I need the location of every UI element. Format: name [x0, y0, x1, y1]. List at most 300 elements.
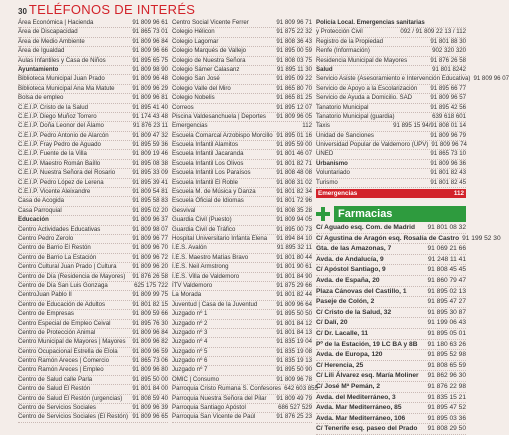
- pharmacy-address: C/ Lili Álvarez esq. María Moliner: [316, 372, 419, 380]
- entry-name: Centro Social Vicente Ferrer: [172, 19, 249, 26]
- entry-phone: 91 895 01 16: [276, 131, 312, 139]
- entry-phone: 91 809 99 75: [132, 291, 168, 299]
- entry-phone: 91 895 76 30: [132, 319, 168, 327]
- list-item: [18, 329, 168, 338]
- pharmacy-item: [316, 244, 466, 255]
- entry-name: Correos: [172, 103, 194, 111]
- entry-name: I.E.S. Neil Armstrong: [172, 263, 229, 271]
- entry-phone: 91 809 96 84: [132, 37, 168, 45]
- entry-name: Colegio Nobelis: [172, 94, 215, 102]
- entry-name: Taxis: [316, 122, 330, 130]
- pharmacy-phone: 91 895 03 36: [427, 414, 466, 422]
- list-item: [172, 235, 312, 244]
- entry-phone: 91 895 50 90: [276, 366, 312, 374]
- pharmacy-phone: 91 895 47 27: [427, 298, 466, 306]
- list-item: [316, 57, 466, 66]
- page-header: [18, 2, 195, 18]
- entry-name: C.E.I.P. Pedro López de Lerena: [18, 178, 104, 186]
- entry-name: Juzgado nº 2: [172, 319, 208, 327]
- list-item: [172, 357, 312, 366]
- entry-phone: 91 809 96 84: [132, 328, 168, 336]
- entry-name: Escuela Infantil Alamitos: [172, 141, 239, 149]
- entry-name: Juzgado nº 6: [172, 357, 208, 365]
- entry-name: C.E.I.P. Fuente de la Villa: [18, 150, 87, 158]
- list-item: [172, 291, 312, 300]
- list-item: [18, 395, 168, 404]
- entry-phone: 91 835 19 04: [276, 338, 312, 346]
- emergency-banner: [316, 189, 466, 198]
- pharmacy-address: C/ Dr. Lacalle, 11: [316, 329, 369, 337]
- entry-phone: 91 835 19 08: [276, 347, 312, 355]
- entry-name: Colegio Marqués de Vallejo: [172, 47, 247, 55]
- list-item: [18, 263, 168, 272]
- entry-phone: 91 174 43 48: [132, 112, 168, 120]
- entry-name: Centro Municipal de Mayores | Mayores: [18, 338, 126, 346]
- entry-name: I.E.S. Villa de Valdemoro: [172, 272, 240, 280]
- entry-name: Centro Ramón Areces | Empleo: [18, 366, 104, 374]
- pharmacy-item: [316, 287, 466, 298]
- list-item: [18, 376, 168, 385]
- directory-list-3: [316, 19, 509, 188]
- entry-name: Juventud | Casa de la Juventud: [172, 300, 258, 308]
- entry-phone: 91 801 80 44: [276, 253, 312, 261]
- entry-phone: 902 320 320: [432, 47, 466, 55]
- entry-name: Salud: [316, 65, 333, 73]
- pharmacy-phone: 91 808 45 45: [427, 266, 466, 274]
- entry-phone: 092 / 91 809 22 13 / 112: [400, 28, 466, 36]
- list-item: [18, 188, 168, 197]
- pharmacy-address: C/ Apóstol Santiago, 9: [316, 266, 386, 274]
- list-item: [18, 150, 168, 159]
- list-item: [172, 348, 312, 357]
- entry-name: Escuela M. de Música y Danza: [172, 188, 256, 196]
- entry-name: Guardia Civil (Puesto): [172, 216, 232, 224]
- list-item: [316, 122, 466, 131]
- list-item: [172, 197, 312, 206]
- entry-name: Centro Cultural Juan Prado | Cultura: [18, 263, 117, 271]
- list-item: [18, 113, 168, 122]
- entry-phone: 91 801 82 43: [430, 169, 466, 177]
- entry-name: Educación: [18, 216, 49, 224]
- entry-name: Parroquia Nuestra Señora del Pilar: [172, 394, 267, 402]
- entry-name: Unidad de Sanciones: [316, 131, 374, 139]
- entry-phone: 91 895 09 22: [276, 75, 312, 83]
- entry-phone: 91 895 00 59: [276, 47, 312, 55]
- list-item: [18, 310, 168, 319]
- entry-name: Colegio Lagomar: [172, 37, 219, 45]
- emergency-phone: 112: [453, 190, 464, 198]
- list-item: [172, 244, 312, 253]
- list-item: [18, 57, 168, 66]
- pharmacy-address: Avda. de Europa, 120: [316, 351, 383, 359]
- entry-phone: 91 808 59 40: [132, 394, 168, 402]
- list-item: [18, 179, 168, 188]
- list-item: [18, 85, 168, 94]
- entry-name: Parroquia Cristo Rumana S. Confesores: [172, 385, 282, 393]
- entry-phone: 91 809 59 66: [132, 310, 168, 318]
- entry-phone: 91 895 58 83: [132, 197, 168, 205]
- entry-phone: 625 175 722: [134, 281, 168, 289]
- entry-name: Hospital Universitario Infanta Elena: [172, 234, 268, 242]
- entry-name: Centro de Día (Residencia de Mayores): [18, 272, 126, 280]
- entry-phone: 91 809 94 05: [276, 216, 312, 224]
- list-item: [172, 47, 312, 56]
- entry-phone: 91 865 73 06: [132, 357, 168, 365]
- list-item: [316, 38, 466, 47]
- pharmacy-phone: 91 862 96 30: [427, 372, 466, 380]
- pharmacy-phone: 91 860 79 47: [427, 277, 466, 284]
- entry-name: Centro Actividades Educativas: [18, 225, 101, 233]
- pharmacy-phone: 91 835 15 21: [427, 393, 466, 401]
- entry-phone: 91 801 82 15: [132, 300, 168, 308]
- pharmacy-phone: 91 808 65 59: [427, 361, 466, 369]
- pharmacy-address: C/ Cristo de la Salud, 32: [316, 308, 392, 316]
- pharmacy-phone: 91 895 05 01: [427, 329, 466, 337]
- list-item: [316, 132, 466, 141]
- entry-phone: 91 876 26 58: [132, 272, 168, 280]
- list-item: [18, 169, 168, 178]
- pharmacy-address: Avda. Mar Mediterráneo, 85: [316, 404, 402, 412]
- entry-phone: 91 876 23 11: [132, 122, 168, 130]
- pharmacy-phone: 91 801 08 32: [427, 224, 466, 232]
- list-item: [172, 254, 312, 263]
- entry-phone: 91 876 25 23: [276, 413, 312, 421]
- pharmacy-item: [316, 403, 466, 414]
- entry-name: Gesvival: [172, 206, 196, 214]
- directory-column-3: [316, 19, 509, 435]
- list-item: [172, 169, 312, 178]
- entry-phone: 91 895 15 94/91 808 01 14: [393, 122, 466, 130]
- pharmacy-phone: 91 895 02 13: [427, 287, 466, 295]
- entry-phone: 91 809 96 37: [132, 216, 168, 224]
- list-item: [316, 75, 509, 84]
- entry-phone: 91 895 08 38: [132, 159, 168, 167]
- pharmacy-phone: 91 876 22 98: [427, 382, 466, 390]
- list-item: [18, 160, 168, 169]
- entry-name: C.E.I.P. Cristo de la Salud: [18, 103, 88, 111]
- list-item: [18, 404, 168, 413]
- entry-name: Centro Ramón Areces | Comercio: [18, 357, 109, 365]
- list-item: [18, 385, 168, 394]
- entry-name: Centro de Educación de Adultos: [18, 300, 106, 308]
- entry-phone: 639 618 601: [432, 112, 466, 120]
- list-item: [18, 282, 168, 291]
- entry-name: OMIC | Consumo: [172, 375, 219, 383]
- entry-name: Centro de Protección Animal: [18, 328, 96, 336]
- list-item: [18, 38, 168, 47]
- entry-name: Centro Especial de Empleo Ceival: [18, 319, 111, 327]
- list-item: [18, 75, 168, 84]
- list-item: [18, 197, 168, 206]
- list-item: [172, 376, 312, 385]
- entry-name: Piscina Valdesanchuela | Deportes: [172, 112, 266, 120]
- entry-name: La Morada: [172, 291, 202, 299]
- entry-name: Bolsa de empleo: [18, 94, 64, 102]
- entry-phone: 91 895 11 30: [276, 65, 312, 73]
- entry-phone: 91 809 47 32: [132, 131, 168, 139]
- entry-name: Juzgado nº 7: [172, 366, 208, 374]
- emergency-label: Emergencias: [318, 190, 358, 198]
- entry-name: Turismo: [316, 178, 338, 186]
- list-item: [172, 395, 312, 404]
- list-item: [316, 28, 466, 37]
- entry-name: ITV Valdemoro: [172, 281, 213, 289]
- entry-phone: 91 895 66 77: [430, 84, 466, 92]
- entry-name: Parroquia San Vicente de Paúl: [172, 413, 256, 421]
- entry-phone: 91 809 96 79: [430, 131, 466, 139]
- entry-name: Centro de Salud El Restón: [18, 385, 91, 393]
- list-item: [172, 122, 312, 131]
- page-number: 30: [18, 7, 27, 16]
- entry-phone: 112: [302, 122, 312, 130]
- list-item: [18, 338, 168, 347]
- entry-name: Escuela Oficial de Idiomas: [172, 197, 244, 205]
- entry-name: Urbanismo: [316, 159, 348, 167]
- entry-name: Tanatorio Municipal (guardia): [316, 112, 395, 120]
- entry-name: Voluntariado: [316, 169, 350, 177]
- pharmacy-item: [316, 424, 466, 435]
- list-item: [18, 235, 168, 244]
- entry-name: Área de Discapacidad: [18, 28, 78, 36]
- entry-phone: 91 895 02 20: [132, 206, 168, 214]
- entry-name: C.E.I.P. Vicente Aleixandre: [18, 188, 91, 196]
- list-item: [316, 113, 466, 122]
- entry-phone: 91 808 36 43: [276, 37, 312, 45]
- entry-name: Juzgado nº 3: [172, 328, 208, 336]
- list-item: [18, 348, 168, 357]
- list-item: [316, 179, 466, 188]
- list-item: [18, 47, 168, 56]
- list-item: [172, 141, 312, 150]
- entry-phone: 91 809 96 05: [276, 112, 312, 120]
- list-item: [172, 66, 312, 75]
- entry-name: Escuela Comarcal Arzobispo Morcillo: [172, 131, 273, 139]
- entry-name: Juzgado nº 4: [172, 338, 208, 346]
- pharmacy-item: [316, 234, 501, 245]
- entry-name: Tanatorio Municipal: [316, 103, 369, 111]
- list-item: [172, 273, 312, 282]
- entry-phone: 91 809 96 70: [132, 244, 168, 252]
- list-item: [172, 385, 318, 394]
- list-item: [18, 132, 168, 141]
- list-item: [18, 291, 168, 300]
- entry-phone: 91 801 82 45: [430, 178, 466, 186]
- entry-phone: 91 809 96 59: [132, 347, 168, 355]
- list-item: [18, 413, 168, 422]
- list-item: [172, 57, 312, 66]
- list-item: [172, 19, 312, 28]
- entry-name: Casa Parroquial: [18, 206, 62, 214]
- entry-name: Servicio de Apoyo a la Escolarización: [316, 84, 418, 92]
- directory-column-2: [172, 19, 318, 423]
- entry-name: Centro de Empresas: [18, 310, 74, 318]
- pharmacy-address: Avda. del Mediterráneo, 3: [316, 393, 396, 401]
- page-title: TELÉFONOS DE INTERÉS: [28, 2, 196, 17]
- entry-name: Escuela Infantil Los Paraísos: [172, 169, 251, 177]
- pharmacy-cross-icon: [316, 207, 330, 221]
- entry-phone: 91 895 32 11: [276, 244, 312, 252]
- entry-phone: 91 835 19 13: [276, 357, 312, 365]
- pharmacy-phone: 91 895 30 87: [427, 308, 466, 316]
- entry-name: Servicio Asiste (Asesoramiento e Intervención Educativa): [316, 75, 471, 83]
- entry-name: Registro de la Propiedad: [316, 37, 384, 45]
- entry-phone: 91 809 96 81: [132, 94, 168, 102]
- entry-phone: 686 527 529: [278, 404, 312, 412]
- pharmacy-address: C/ José Mª Pemán, 2: [316, 382, 381, 390]
- list-item: [172, 366, 312, 375]
- list-item: [172, 282, 312, 291]
- entry-name: Escuela Infantil Jacaranda: [172, 150, 244, 158]
- entry-phone: 91 809 96 39: [132, 404, 168, 412]
- entry-phone: 91 801 82 34: [276, 188, 312, 196]
- entry-name: Guardia Civil de Tráfico: [172, 225, 236, 233]
- entry-phone: 91 809 96 65: [132, 413, 168, 421]
- list-item: [316, 66, 466, 75]
- entry-phone: 91 809 96 29: [132, 84, 168, 92]
- pharmacy-item: [316, 318, 466, 329]
- entry-phone: 91 876 26 58: [430, 56, 466, 64]
- pharmacy-address: C/ Dalí, 20: [316, 319, 348, 327]
- entry-name: Centro de Barrio El Restón: [18, 244, 91, 252]
- entry-phone: 91 809 54 81: [132, 188, 168, 196]
- entry-phone: 91 865 73 10: [430, 150, 466, 158]
- entry-name: Emergencias: [172, 122, 208, 130]
- entry-phone: 91 801 46 07: [276, 150, 312, 158]
- entry-phone: 91 809 96 72: [132, 253, 168, 261]
- list-item: [172, 207, 312, 216]
- entry-phone: 91 809 96 78: [276, 375, 312, 383]
- list-item: [172, 179, 312, 188]
- directory-column-1: [18, 19, 168, 423]
- entry-name: y Protección Civil: [316, 28, 363, 36]
- entry-phone: 91 894 84 10: [276, 234, 312, 242]
- entry-phone: 91 809 96 48: [132, 75, 168, 83]
- entry-name: Juzgado nº 1: [172, 310, 208, 318]
- entry-name: C.E.I.P. Diego Muñoz Torrero: [18, 112, 97, 120]
- list-item: [18, 122, 168, 131]
- list-item: [18, 19, 168, 28]
- list-item: [172, 160, 312, 169]
- entry-phone: 91 895 12 07: [276, 103, 312, 111]
- entry-phone: 91 801 88 30: [430, 37, 466, 45]
- list-item: [18, 244, 168, 253]
- list-item: [172, 85, 312, 94]
- entry-name: Centro de Barrio La Estación: [18, 253, 97, 261]
- list-item: [18, 273, 168, 282]
- pharmacy-address: Avda. de Andalucía, 9: [316, 255, 384, 263]
- list-item: [18, 66, 168, 75]
- entry-name: Centro de Salud El Restón (urgencias): [18, 394, 123, 402]
- entry-phone: 91 801 82 44: [276, 291, 312, 299]
- entry-name: Colegio Valle del Miro: [172, 84, 231, 92]
- entry-name: Área de Igualdad: [18, 47, 65, 55]
- pharmacy-phone: 91 199 52 30: [462, 234, 501, 242]
- list-item: [316, 19, 466, 28]
- pharmacy-phone: 91 180 63 26: [427, 340, 466, 348]
- list-item: [316, 169, 466, 178]
- entry-phone: 91 809 96 57: [430, 94, 466, 102]
- list-item: [18, 320, 168, 329]
- entry-phone: 91 809 96 77: [132, 234, 168, 242]
- entry-name: Centro Pedro Zerolo: [18, 234, 74, 242]
- entry-name: C.E.I.P. Nuestra Señora del Rosario: [18, 169, 116, 177]
- list-item: [172, 150, 312, 159]
- entry-name: Centro de Servicios Sociales: [18, 404, 96, 412]
- entry-name: Universidad Popular de Valdemoro (UPV): [316, 141, 429, 149]
- entry-phone: 91 801 90 61: [276, 263, 312, 271]
- entry-phone: 91 801 84 12: [276, 319, 312, 327]
- entry-name: Colegio Sámer Calasanz: [172, 65, 240, 73]
- list-item: [172, 404, 312, 413]
- entry-name: C.E.I.P. Pedro Antonio de Alarcón: [18, 131, 109, 139]
- list-item: [18, 141, 168, 150]
- pharmacy-item: [316, 371, 466, 382]
- entry-phone: 91 809 96 66: [132, 47, 168, 55]
- entry-phone: 91 801 8242: [432, 65, 466, 73]
- entry-name: Biblioteca Municipal Juan Prado: [18, 75, 105, 83]
- entry-name: Servicio de Ayuda a Domicilio. SAD: [316, 94, 413, 102]
- pharmacy-item: [316, 382, 466, 393]
- list-item: [18, 104, 168, 113]
- pharmacy-item: [316, 308, 466, 319]
- entry-name: Área de Medio Ambiente: [18, 37, 85, 45]
- entry-name: Residencia Municipal de Mayores: [316, 56, 408, 64]
- pharmacy-address: C/ Agustina de Aragón esq. Rosalía de Castro: [316, 234, 460, 242]
- entry-phone: 91 809 96 82: [132, 338, 168, 346]
- entry-phone: 91 895 65 75: [132, 56, 168, 64]
- list-item: [18, 226, 168, 235]
- entry-phone: 91 801 84 00: [132, 385, 168, 393]
- pharmacy-phone: 91 069 21 66: [427, 245, 466, 253]
- entry-phone: 91 895 59 36: [132, 141, 168, 149]
- pharmacy-phone: 91 895 52 98: [427, 351, 466, 359]
- entry-phone: 91 895 00 73: [276, 225, 312, 233]
- entry-phone: 91 809 96 71: [276, 19, 312, 26]
- list-item: [18, 301, 168, 310]
- list-item: [172, 310, 312, 319]
- entry-name: Colegio Hélicon: [172, 28, 215, 36]
- entry-phone: 91 895 39 41: [132, 178, 168, 186]
- entry-phone: 91 895 50 50: [276, 310, 312, 318]
- pharmacy-item: [316, 265, 466, 276]
- entry-phone: 91 801 84 90: [276, 272, 312, 280]
- entry-phone: 91 809 96 20: [132, 263, 168, 271]
- entry-phone: 91 809 96 74: [431, 141, 467, 149]
- entry-phone: 91 801 82 71: [276, 159, 312, 167]
- entry-name: Colegio San José: [172, 75, 220, 83]
- list-item: [172, 263, 312, 272]
- pharmacy-address: C/ Tenerife esq. paseo del Prado: [316, 425, 418, 433]
- entry-name: Centro de Día San Luis Gonzaga: [18, 281, 108, 289]
- entry-name: Escuela Infantil Los Olivos: [172, 159, 244, 167]
- entry-phone: 91 809 96 80: [132, 366, 168, 374]
- entry-phone: 91 801 72 96: [276, 197, 312, 205]
- list-item: [172, 226, 312, 235]
- entry-name: Colegio de Nuestra Señora: [172, 56, 246, 64]
- pharmacy-list: [316, 223, 501, 435]
- entry-name: UNED: [316, 150, 334, 158]
- pharmacy-phone: 91 199 06 43: [427, 319, 466, 327]
- list-item: [316, 104, 466, 113]
- entry-phone: 91 809 96 61: [132, 19, 168, 26]
- pharmacy-address: Gta. de las Amazonas, 7: [316, 245, 392, 253]
- pharmacy-address: Avda. de España, 20: [316, 277, 380, 284]
- list-item: [172, 104, 312, 113]
- entry-name: Parroquia Santiago Apóstol: [172, 404, 246, 412]
- pharmacy-item: [316, 297, 466, 308]
- entry-phone: 91 809 98 90: [132, 65, 168, 73]
- list-item: [172, 188, 312, 197]
